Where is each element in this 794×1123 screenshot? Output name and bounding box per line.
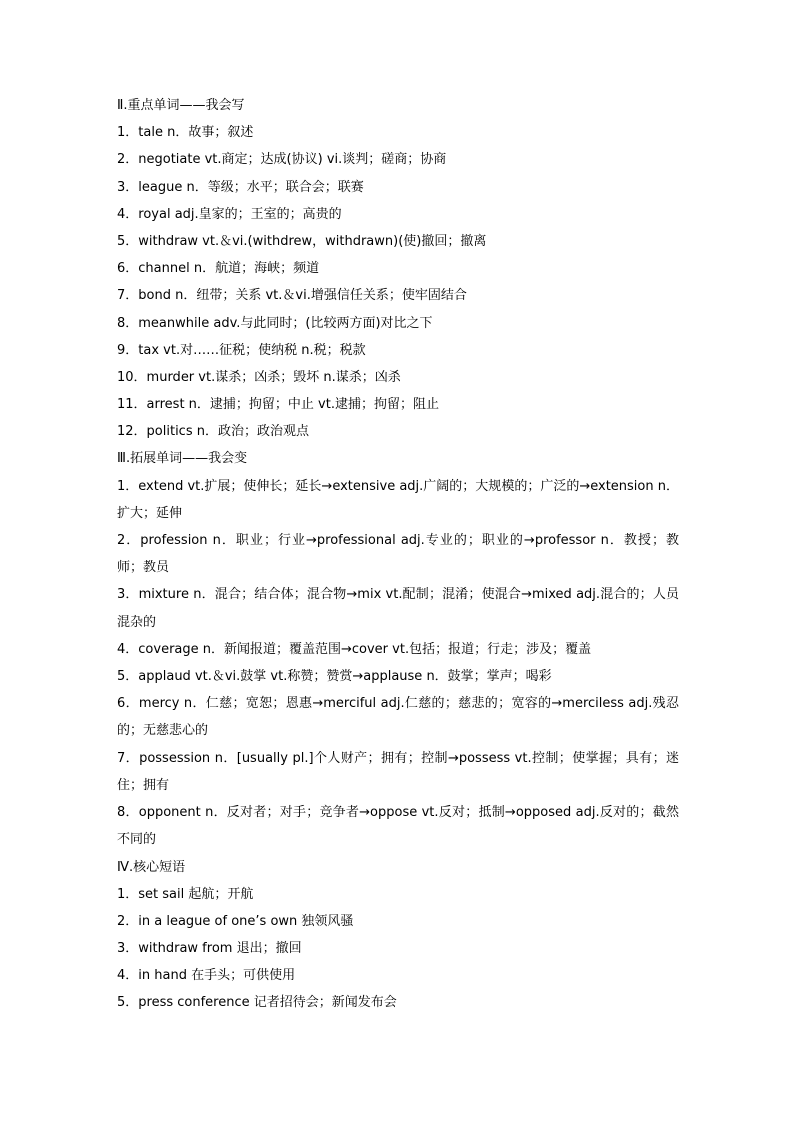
word-family-item: 7．possession n．[usually pl.]个人财产；拥有；控制→possess vt.控制；使掌握；具有；迷住；拥有 <box>117 750 679 793</box>
phrase-item: 2．in a league of one’s own 独领风骚 <box>117 913 354 929</box>
phrase-item: 5．press conference 记者招待会；新闻发布会 <box>117 995 397 1011</box>
phrase-item: 4．in hand 在手头；可供使用 <box>117 968 296 984</box>
vocab-item: 7．bond n．纽带；关系 vt.＆vi.增强信任关系；使牢固结合 <box>117 288 467 304</box>
vocab-item: 9．tax vt.对……征税；使纳税 n.税；税款 <box>117 342 366 358</box>
section-heading-core-phrases: Ⅳ.核心短语 <box>117 859 186 875</box>
word-family-item: 3．mixture n．混合；结合体；混合物→mix vt.配制；混淆；使混合→mixed adj.混合的；人员混杂的 <box>117 587 679 630</box>
section-heading-key-words: Ⅱ.重点单词——我会写 <box>117 98 245 113</box>
vocab-item: 8．meanwhile adv.与此同时；(比较两方面)对比之下 <box>117 315 433 331</box>
vocab-item: 10．murder vt.谋杀；凶杀；毁坏 n.谋杀；凶杀 <box>117 369 401 385</box>
document-page <box>117 92 679 1017</box>
word-family-item: 2．profession n．职业；行业→professional adj.专业的；职业的→professor n．教授；教师；教员 <box>117 533 679 576</box>
vocab-item: 4．royal adj.皇家的；王室的；高贵的 <box>117 206 342 222</box>
word-family-item: 1．extend vt.扩展；使伸长；延长→extensive adj.广阔的；大规模的；广泛的→extension n．扩大；延伸 <box>117 478 679 521</box>
section-heading-extended-words: Ⅲ.拓展单词——我会变 <box>117 451 248 467</box>
vocab-item: 11．arrest n．逮捕；拘留；中止 vt.逮捕；拘留；阻止 <box>117 397 439 413</box>
vocab-item: 1．tale n．故事；叙述 <box>117 125 254 141</box>
vocab-item: 3．league n．等级；水平；联合会；联赛 <box>117 179 364 195</box>
word-family-item: 4．coverage n．新闻报道；覆盖范围→cover vt.包括；报道；行走；涉及；覆盖 <box>117 641 592 657</box>
vocab-item: 5．withdraw vt.＆vi.(withdrew，withdrawn)(使)撤回；撤离 <box>117 233 487 249</box>
phrase-item: 3．withdraw from 退出；撤回 <box>117 941 302 957</box>
word-family-item: 8．opponent n．反对者；对手；竞争者→oppose vt.反对；抵制→opposed adj.反对的；截然不同的 <box>117 805 679 848</box>
vocab-item: 12．politics n．政治；政治观点 <box>117 424 309 440</box>
phrase-item: 1．set sail 起航；开航 <box>117 886 254 902</box>
word-family-item: 6．mercy n．仁慈；宽恕；恩惠→merciful adj.仁慈的；慈悲的；宽容的→merciless adj.残忍的；无慈悲心的 <box>117 696 679 739</box>
word-family-item: 5．applaud vt.＆vi.鼓掌 vt.称赞；赞赏→applause n．鼓掌；掌声；喝彩 <box>117 669 552 685</box>
vocab-item: 6．channel n．航道；海峡；频道 <box>117 261 320 277</box>
vocab-item: 2．negotiate vt.商定；达成(协议) vi.谈判；磋商；协商 <box>117 152 447 168</box>
